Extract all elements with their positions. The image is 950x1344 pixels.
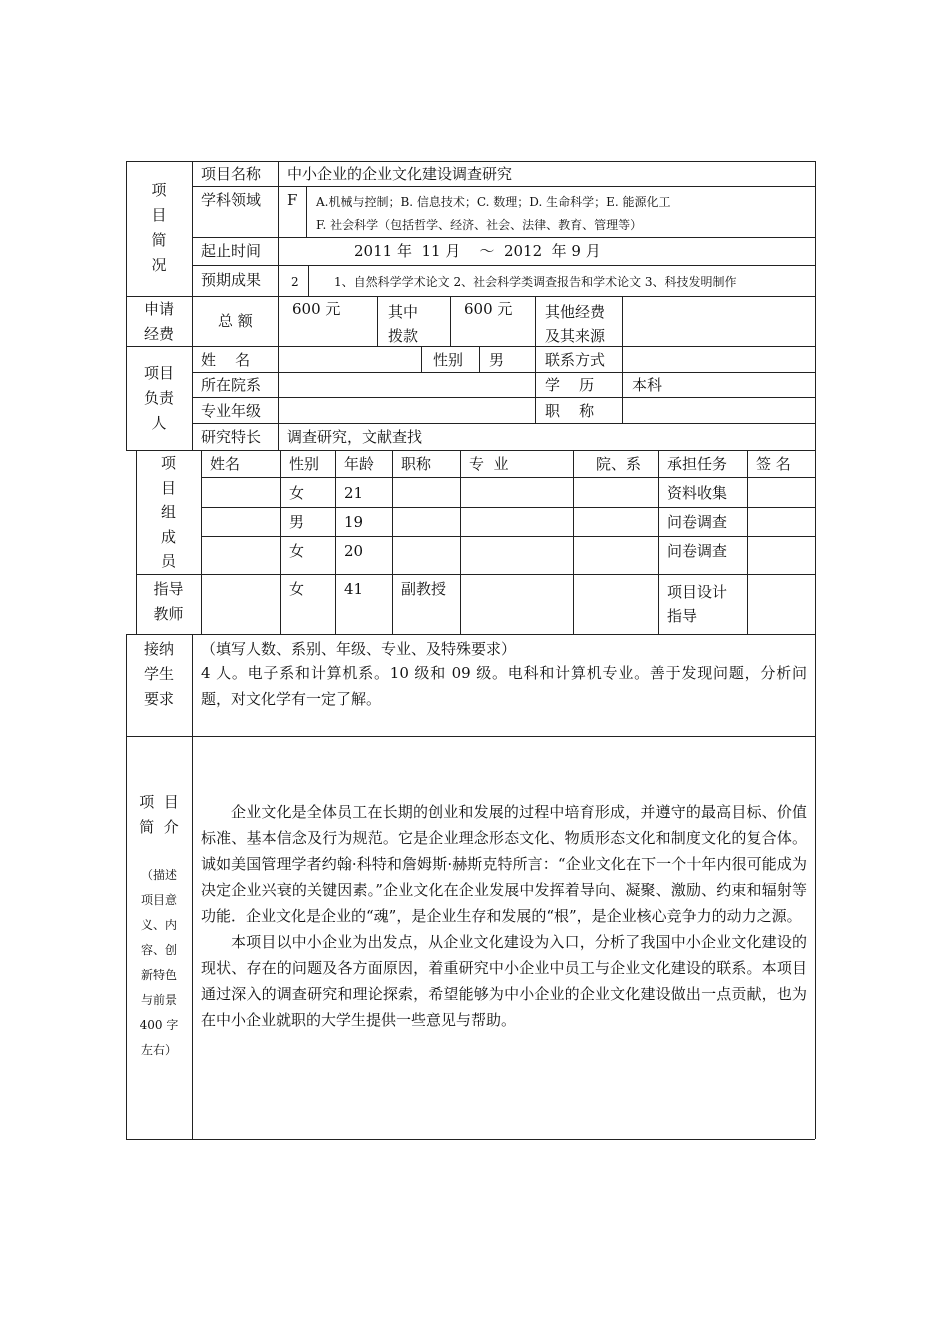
intro-body [201, 799, 807, 1033]
members-header-name: 姓名 [210, 455, 241, 473]
member-row-2-gender: 男 [289, 513, 305, 531]
leader-dept-label: 所在院系 [201, 376, 262, 394]
advisor-title: 副教授 [401, 580, 447, 598]
leader-major-label: 专业年级 [201, 402, 262, 420]
members-section-label: 项 目 组 成 员 [160, 454, 176, 570]
requirements-hint: （填写人数、系别、年级、专业、及特殊要求） [201, 640, 517, 658]
member-row-1-age: 21 [344, 484, 364, 502]
leader-gender-value: 男 [489, 351, 505, 369]
project-name-label: 项目名称 [201, 165, 262, 183]
member-row-3-task: 问卷调查 [667, 542, 728, 560]
intro-paragraph-2: 本项目以中小企业为出发点，从企业文化建设为入口，分析了我国中小企业文化建设的现状、存在的问题及各方面原因，着重研究中小企业中员工与企业文化建设的联系。本项目通过深入的调查研究和理论探索，希望能够为中小企业的企业文化建设做出一点贡献，也为在中小企业就职的大学生提供一些意见与帮助。 [201, 933, 807, 1029]
advisor-task: 项目设计 指导 [667, 583, 728, 625]
leader-section-label: 项目 负责 人 [143, 364, 174, 432]
intro-section-note: （描述 项目意 义、内 容、创 新特色 与前景 400 字 左右） [139, 868, 179, 1057]
funding-allocated-value: 600 元 [464, 300, 513, 318]
intro-section-label: 项 目 简 介 [139, 793, 179, 836]
funding-section-label: 申请 经费 [143, 300, 174, 343]
requirements-section-label: 接纳 学生 要求 [143, 640, 174, 708]
field-code: F [287, 191, 298, 209]
outcome-label: 预期成果 [201, 271, 262, 289]
field-label: 学科领域 [201, 191, 262, 209]
funding-total-value: 600 元 [292, 300, 341, 318]
advisor-label: 指导 教师 [153, 580, 184, 623]
period-label: 起止时间 [201, 242, 262, 260]
outcome-options: 1、自然科学学术论文 2、社会科学类调查报告和学术论文 3、科技发明制作 [334, 275, 737, 289]
leader-specialty-label: 研究特长 [201, 428, 262, 446]
member-row-3-age: 20 [344, 542, 364, 560]
members-header-major: 专 业 [469, 455, 509, 473]
member-row-3-gender: 女 [289, 542, 305, 560]
funding-other-label: 其他经费 及其来源 [545, 303, 606, 345]
outcome-code: 2 [291, 275, 299, 289]
field-options-line-1: A.机械与控制；B. 信息技术；C. 数理；D. 生命科学；E. 能源化工 [316, 195, 671, 209]
advisor-age: 41 [344, 580, 364, 598]
members-header-task: 承担任务 [667, 455, 728, 473]
member-row-2-age: 19 [344, 513, 364, 531]
leader-edu-label: 学 历 [545, 376, 595, 394]
leader-edu-value: 本科 [632, 376, 663, 394]
member-row-1-task: 资料收集 [667, 484, 728, 502]
period-value: 2011 年 11 月 ～ 2012 年 9 月 [354, 242, 601, 260]
project-name-value: 中小企业的企业文化建设调查研究 [287, 165, 513, 183]
members-header-title: 职称 [401, 455, 432, 473]
members-header-dept: 院、系 [596, 455, 642, 473]
members-header-age: 年龄 [344, 455, 375, 473]
field-options-line-2: F. 社会科学（包括哲学、经济、社会、法律、教育、管理等） [316, 218, 643, 232]
leader-title-label: 职 称 [545, 402, 595, 420]
member-row-2-task: 问卷调查 [667, 513, 728, 531]
leader-specialty-value: 调查研究，文献查找 [287, 428, 423, 446]
funding-total-label: 总 额 [218, 312, 253, 330]
intro-paragraph-1: 企业文化是全体员工在长期的创业和发展的过程中培育形成，并遵守的最高目标、价值标准、基本信念及行为规范。它是企业理念形态文化、物质形态文化和制度文化的复合体。诚如美国管理学者约翰·科特和詹姆斯·赫斯克特所言：“企业文化在下一个十年内很可能成为决定企业兴衰的关键因素。”企业文化在企业发展中发挥着导向、凝聚、激励、约束和辐射等功能．企业文化是企业的“魂”，是企业生存和发展的“根”，是企业核心竞争力的动力之源。 [201, 803, 807, 925]
members-header-gender: 性别 [289, 455, 320, 473]
project-info-section-label: 项 目 简 况 [151, 181, 167, 274]
funding-allocated-label: 其中 拨款 [388, 303, 419, 345]
leader-gender-label: 性别 [433, 351, 464, 369]
requirements-text: 4 人。电子系和计算机系。10 级和 09 级。电科和计算机专业。善于发现问题，分析问题，对文化学有一定了解。 [201, 664, 807, 708]
member-row-1-gender: 女 [289, 484, 305, 502]
advisor-gender: 女 [289, 580, 305, 598]
members-header-signature: 签 名 [756, 455, 791, 473]
leader-name-label: 姓 名 [201, 351, 251, 369]
leader-contact-label: 联系方式 [545, 351, 606, 369]
